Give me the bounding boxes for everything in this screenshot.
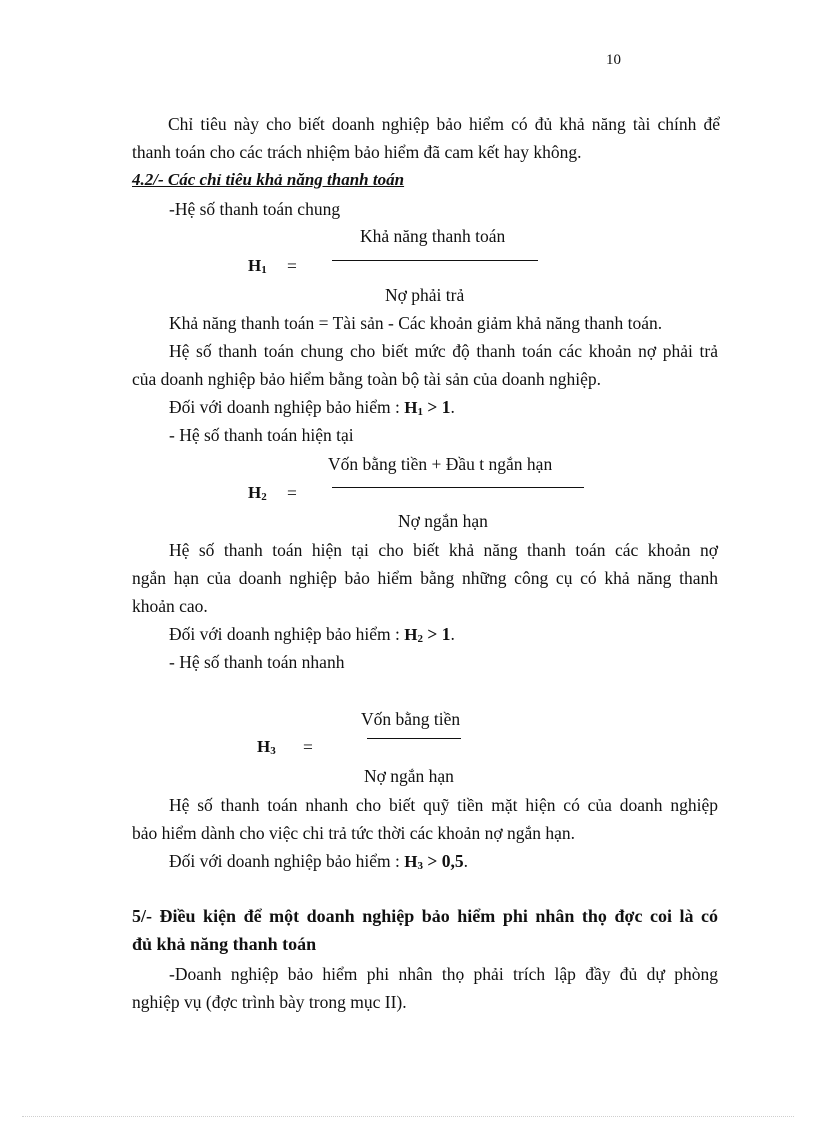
section-5-para-line-2: nghiệp vụ (đợc trình bày trong mục II). (132, 992, 407, 1012)
section-5-para-line-1: -Doanh nghiệp bảo hiểm phi nhân thọ phải trích lập đầy đủ dự phòng (169, 964, 718, 984)
h2-fraction-bar (332, 487, 584, 488)
h1-symbol: $H_1$ (248, 256, 267, 276)
h1-equals: = (287, 256, 297, 276)
h1-description-line-1: Hệ số thanh toán chung cho biết mức độ thanh toán các khoản nợ phải trả (169, 341, 718, 361)
h1-description-line-2: của doanh nghiệp bảo hiểm bằng toàn bộ tài sản của doanh nghiệp. (132, 369, 601, 389)
h1-title: -Hệ số thanh toán chung (169, 199, 341, 219)
h3-description-line-1: Hệ số thanh toán nhanh cho biết quỹ tiền mặt hiện có của doanh nghiệp (169, 795, 718, 815)
intro-line-1: Chỉ tiêu này cho biết doanh nghiệp bảo hiểm có đủ khả năng tài chính để (168, 114, 720, 134)
h2-symbol: $H_2$ (248, 483, 267, 503)
h2-numerator: Vốn bằng tiền + Đầu t ngắn hạn (328, 454, 553, 474)
h3-description-line-2: bảo hiểm dành cho việc chi trả tức thời các khoản nợ ngắn hạn. (132, 823, 575, 843)
h2-description-line-1: Hệ số thanh toán hiện tại cho biết khả năng thanh toán các khoản nợ (169, 540, 718, 560)
page-number: 10 (606, 52, 621, 68)
intro-line-2: thanh toán cho các trách nhiệm bảo hiểm đã cam kết hay không. (132, 142, 582, 162)
h1-condition: Đối với doanh nghiệp bảo hiểm : $H_1 > 1$. (169, 397, 455, 418)
h1-numerator: Khả năng thanh toán (360, 226, 506, 246)
h3-equals: = (303, 737, 313, 757)
section-heading-4-2: 4.2/- Các chỉ tiêu khả năng thanh toán (132, 170, 405, 189)
footer-rule (22, 1116, 794, 1117)
h2-denominator: Nợ ngắn hạn (398, 511, 488, 531)
h3-fraction-bar (367, 738, 461, 739)
h1-fraction-bar (332, 260, 538, 261)
h3-denominator: Nợ ngắn hạn (364, 766, 454, 786)
h3-numerator: Vốn bằng tiền (361, 709, 461, 729)
section-heading-5-line-1: 5/- Điều kiện để một doanh nghiệp bảo hiểm phi nhân thọ đợc coi là có (132, 906, 718, 926)
h2-condition: Đối với doanh nghiệp bảo hiểm : $H_2 > 1$. (169, 624, 455, 645)
h2-description-line-3: khoản cao. (132, 596, 208, 616)
section-heading-5-line-2: đủ khả năng thanh toán (132, 934, 317, 954)
h3-title: - Hệ số thanh toán nhanh (169, 652, 345, 672)
h3-symbol: $H_3$ (257, 737, 276, 757)
h1-definition: Khả năng thanh toán = Tài sản - Các khoản giảm khả năng thanh toán. (169, 313, 663, 333)
h2-title: - Hệ số thanh toán hiện tại (169, 425, 354, 445)
h1-denominator: Nợ phải trả (385, 285, 465, 305)
h3-condition: Đối với doanh nghiệp bảo hiểm : $H_3 > 0,5$. (169, 851, 468, 872)
h2-description-line-2: ngắn hạn của doanh nghiệp bảo hiểm bằng những công cụ có khả năng thanh (132, 568, 718, 588)
h2-equals: = (287, 483, 297, 503)
